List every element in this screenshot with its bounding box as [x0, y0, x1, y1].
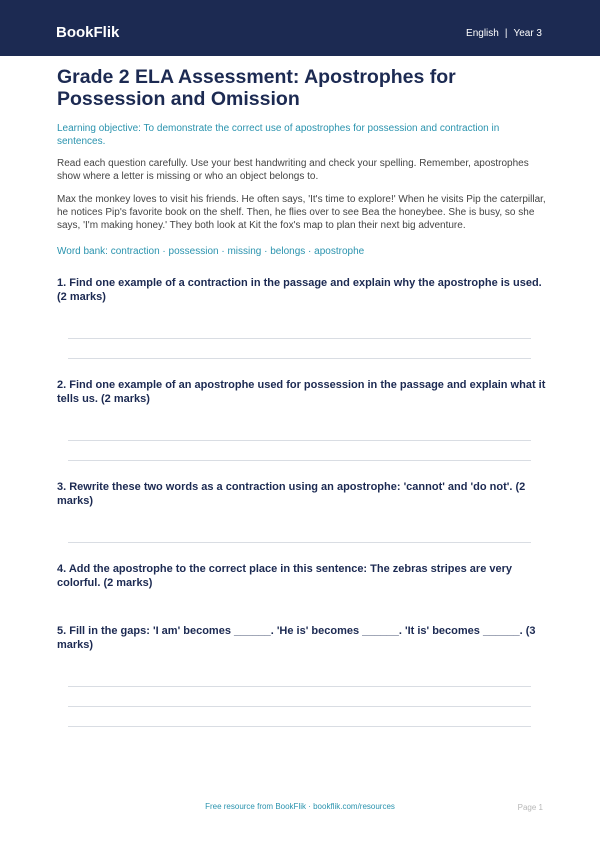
- learning-objective: Learning objective: To demonstrate the correct use of apostrophes for possession and contraction in sentences.: [57, 123, 500, 147]
- question-3: 3. Rewrite these two words as a contraction using an apostrophe: 'cannot' and 'do not'. (2 marks): [57, 481, 526, 507]
- worksheet-title: Grade 2 ELA Assessment: Apostrophes for Possession and Omission: [57, 66, 456, 110]
- page-number: Page 1: [517, 803, 543, 812]
- year-label: Year 3: [513, 28, 542, 39]
- question-2: 2. Find one example of an apostrophe used for possession in the passage and explain what it tells us. (2 marks): [57, 379, 546, 405]
- answer-line[interactable]: [68, 542, 531, 543]
- answer-line[interactable]: [68, 460, 531, 461]
- page-header: [0, 0, 600, 56]
- question-5: 5. Fill in the gaps: 'I am' becomes ______. 'He is' becomes ______. 'It is' becomes ______. (3 marks): [57, 625, 536, 651]
- answer-line[interactable]: [68, 706, 531, 707]
- answer-line[interactable]: [68, 358, 531, 359]
- reading-passage: Max the monkey loves to visit his friends. He often says, 'It's time to explore!' When he visits Pip the caterpillar, he notices Pip's favorite book on the shelf. Then, he flies over to see Bea the honeybee. She is busy, so she says, 'I'm making honey.' They both look at Kit the fox's map to plan their next big adventure.: [57, 194, 546, 231]
- answer-line[interactable]: [68, 440, 531, 441]
- subject-year-label: [466, 28, 542, 39]
- answer-line[interactable]: [68, 338, 531, 339]
- footer-link[interactable]: Free resource from BookFlik · bookflik.com/resources: [205, 802, 395, 811]
- answer-line[interactable]: [68, 726, 531, 727]
- question-4: 4. Add the apostrophe to the correct place in this sentence: The zebras stripes are very colorful. (2 marks): [57, 563, 513, 589]
- question-1: 1. Find one example of a contraction in the passage and explain why the apostrophe is used. (2 marks): [57, 277, 542, 303]
- word-bank: Word bank: contraction · possession · missing · belongs · apostrophe: [57, 246, 365, 257]
- brand-logo-text: BookFlik: [56, 24, 120, 41]
- subject-label: English: [466, 28, 499, 39]
- instructions-text: Read each question carefully. Use your best handwriting and check your spelling. Remember, apostrophes show where a letter is missing or who an object belongs to.: [57, 158, 529, 182]
- header-separator: |: [504, 28, 508, 39]
- answer-line[interactable]: [68, 686, 531, 687]
